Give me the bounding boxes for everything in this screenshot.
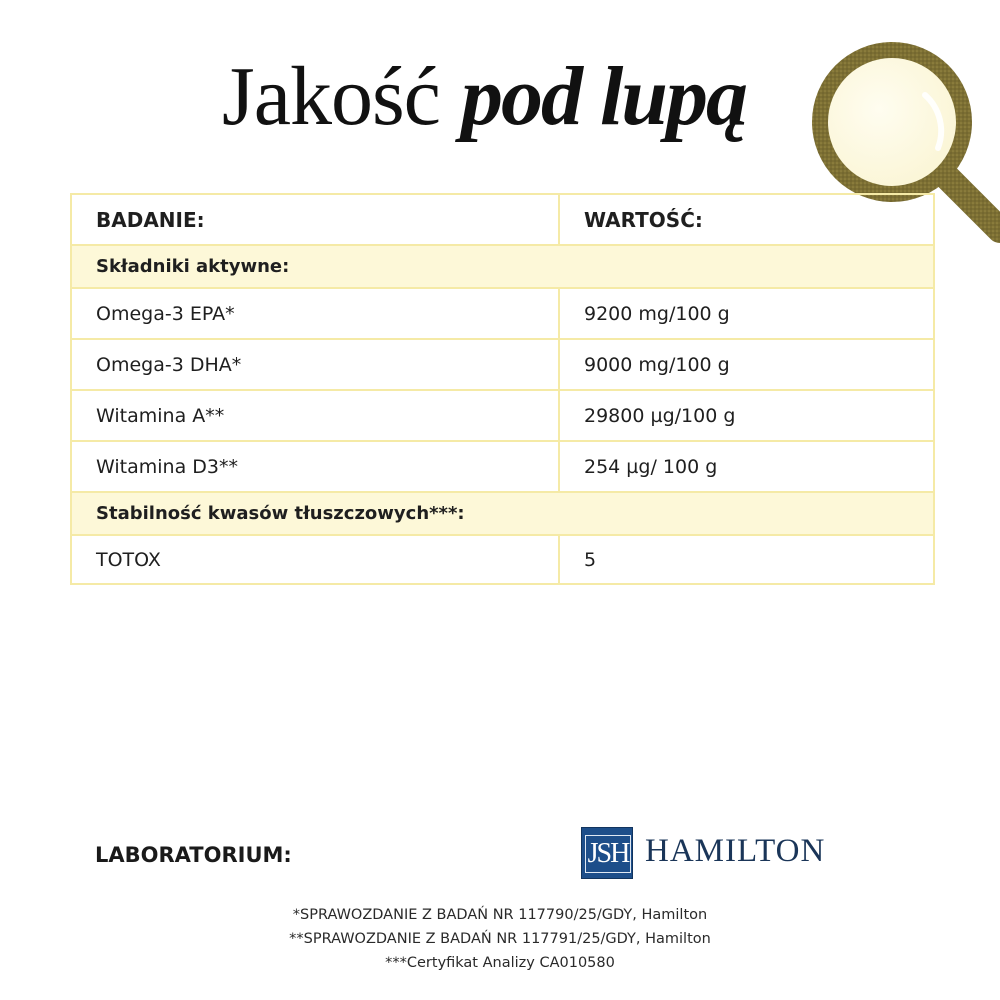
row-value: 9200 mg/100 g <box>559 288 934 339</box>
results-table <box>70 193 935 585</box>
table-row <box>71 339 934 390</box>
hamilton-logo <box>581 827 851 881</box>
header-wartosc: WARTOŚĆ: <box>559 194 934 245</box>
page-title <box>222 52 822 142</box>
table-header-row <box>71 194 934 245</box>
footnote-2: **SPRAWOZDANIE Z BADAŃ NR 117791/25/GDY, Hamilton <box>289 931 711 947</box>
logo-name: HAMILTON <box>645 833 826 869</box>
footnote-3: ***Certyfikat Analizy CA010580 <box>385 955 615 971</box>
title-light: Jakość <box>222 50 440 143</box>
title-bold: pod lupą <box>460 50 747 143</box>
footnote-1: *SPRAWOZDANIE Z BADAŃ NR 117790/25/GDY, Hamilton <box>292 907 708 923</box>
row-name: Omega-3 EPA* <box>71 288 559 339</box>
row-name: Omega-3 DHA* <box>71 339 559 390</box>
row-value: 29800 µg/100 g <box>559 390 934 441</box>
section-label: Stabilność kwasów tłuszczowych***: <box>71 492 934 535</box>
header-badanie: BADANIE: <box>71 194 559 245</box>
row-value: 5 <box>559 535 934 584</box>
table-row <box>71 535 934 584</box>
footnotes <box>200 903 800 975</box>
row-name: Witamina A** <box>71 390 559 441</box>
logo-mark <box>581 827 633 879</box>
row-name: TOTOX <box>71 535 559 584</box>
laboratory-label: LABORATORIUM: <box>95 843 292 867</box>
section-row-active <box>71 245 934 288</box>
section-row-stability <box>71 492 934 535</box>
logo-mark-text: JSH <box>585 835 631 873</box>
table-row <box>71 441 934 492</box>
row-value: 254 µg/ 100 g <box>559 441 934 492</box>
row-value: 9000 mg/100 g <box>559 339 934 390</box>
table-row <box>71 288 934 339</box>
table-row <box>71 390 934 441</box>
section-label: Składniki aktywne: <box>71 245 934 288</box>
row-name: Witamina D3** <box>71 441 559 492</box>
